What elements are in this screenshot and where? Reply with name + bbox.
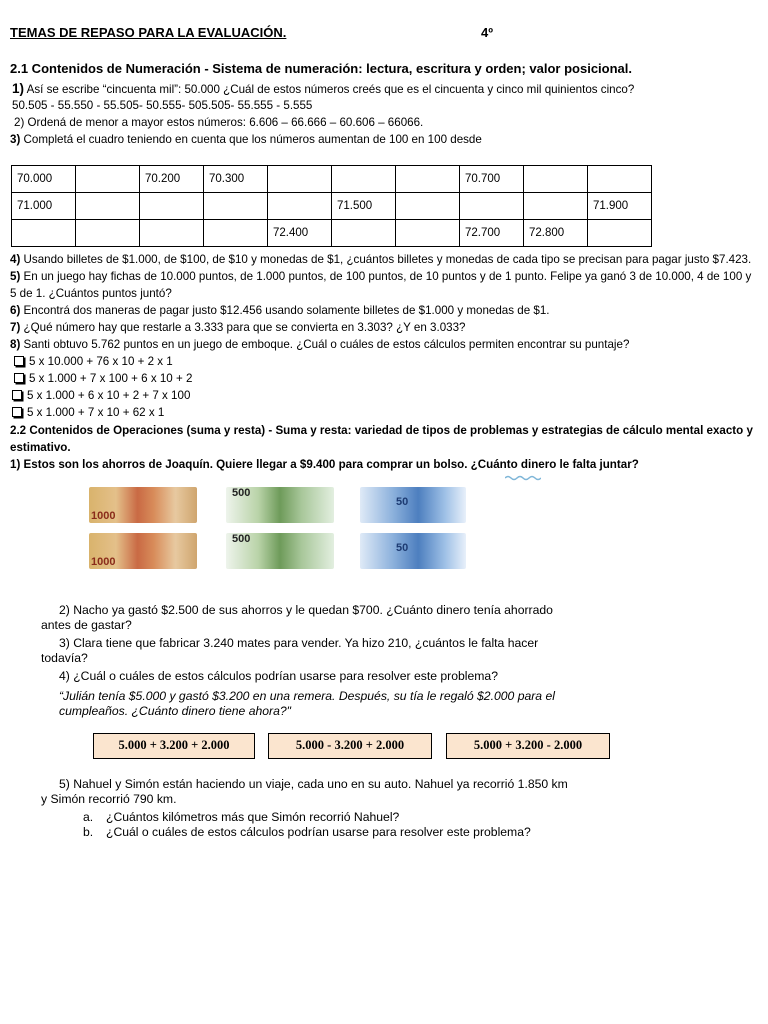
calculation-option-box[interactable]: 5.000 - 3.200 + 2.000 bbox=[268, 733, 432, 759]
question-4-text: Usando billetes de $1.000, de $100, de $10 y monedas de $1, ¿cuántos billetes y monedas de cada tipo se precisan para pagar justo $7.423. bbox=[23, 253, 752, 266]
grade-label: 4º bbox=[481, 25, 493, 40]
problem-3-continued: todavía? bbox=[41, 651, 88, 665]
question-7-text: ¿Qué número hay que restarle a 3.333 para que se convierta en 3.303? ¿Y en 3.033? bbox=[23, 321, 466, 334]
operations-question-1: 1) Estos son los ahorros de Joaquín. Quiere llegar a $9.400 para comprar un bolso. ¿Cuánto dinero le falta juntar? bbox=[10, 458, 639, 471]
checkbox-icon[interactable] bbox=[12, 390, 22, 400]
table-cell[interactable] bbox=[460, 193, 524, 220]
question-3-text: Completá el cuadro teniendo en cuenta que los números aumentan de 100 en 100 desde bbox=[23, 133, 482, 146]
question-8-text: Santi obtuvo 5.762 puntos en un juego de emboque. ¿Cuál o cuáles de estos cálculos permiten encontrar su puntaje? bbox=[23, 338, 630, 351]
decorative-wave-icon bbox=[505, 474, 541, 480]
banknote-value: 500 bbox=[232, 487, 251, 499]
section-2-2-heading: 2.2 Contenidos de Operaciones (suma y resta) - Suma y resta: variedad de tipos de problemas y estrategias de cálculo mental exacto y bbox=[10, 424, 753, 437]
table-cell[interactable] bbox=[524, 166, 588, 193]
banknote-value: 1000 bbox=[91, 556, 116, 568]
option-item[interactable] bbox=[12, 406, 164, 419]
banknote-50-image bbox=[360, 533, 466, 569]
question-5-text: En un juego hay fichas de 10.000 puntos, de 1.000 puntos, de 100 puntos, de 10 puntos y de 1 punto. Felipe ya ganó 3 de 10.000, 4 de 100 y bbox=[23, 270, 752, 283]
table-cell[interactable]: 70.300 bbox=[204, 166, 268, 193]
table-cell[interactable] bbox=[268, 166, 332, 193]
table-cell[interactable]: 71.900 bbox=[588, 193, 652, 220]
question-5-continued: 5 de 1. ¿Cuántos puntos juntó? bbox=[10, 287, 172, 300]
problem-5-b: ¿Cuál o cuáles de estos cálculos podrían usarse para resolver este problema? bbox=[106, 825, 531, 839]
table-cell[interactable] bbox=[140, 193, 204, 220]
banknote-1000-image bbox=[89, 533, 197, 569]
table-row bbox=[12, 193, 652, 220]
table-cell[interactable]: 71.500 bbox=[332, 193, 396, 220]
option-item[interactable] bbox=[12, 389, 190, 402]
question-4 bbox=[10, 253, 751, 266]
table-cell[interactable] bbox=[204, 193, 268, 220]
table-cell[interactable] bbox=[76, 220, 140, 247]
checkbox-icon[interactable] bbox=[12, 407, 22, 417]
table-cell[interactable] bbox=[396, 193, 460, 220]
table-cell[interactable] bbox=[396, 220, 460, 247]
checkbox-icon[interactable] bbox=[14, 356, 24, 366]
table-cell[interactable] bbox=[524, 193, 588, 220]
question-1 bbox=[12, 81, 634, 96]
section-2-1-heading: 2.1 Contenidos de Numeración - Sistema de numeración: lectura, escritura y orden; valor posicional. bbox=[10, 61, 633, 76]
table-cell[interactable] bbox=[396, 166, 460, 193]
question-5-number: 5) bbox=[10, 270, 21, 283]
table-cell[interactable]: 72.700 bbox=[460, 220, 524, 247]
option-label: 5 x 1.000 + 7 x 100 + 6 x 10 + 2 bbox=[29, 372, 193, 385]
problem-2-continued: antes de gastar? bbox=[41, 618, 132, 632]
table-cell[interactable]: 70.000 bbox=[12, 166, 76, 193]
table-cell[interactable] bbox=[140, 220, 204, 247]
section-2-2-heading-continued: estimativo. bbox=[10, 441, 71, 454]
option-item[interactable] bbox=[14, 372, 192, 385]
question-5 bbox=[10, 270, 751, 283]
table-row bbox=[12, 220, 652, 247]
table-row bbox=[12, 166, 652, 193]
table-cell[interactable] bbox=[268, 193, 332, 220]
table-cell[interactable] bbox=[332, 220, 396, 247]
question-7 bbox=[10, 321, 465, 334]
problem-4: 4) ¿Cuál o cuáles de estos cálculos podrían usarse para resolver este problema? bbox=[59, 669, 498, 683]
problem-4-quote-continued: cumpleaños. ¿Cuánto dinero tiene ahora?" bbox=[59, 704, 291, 718]
question-2: 2) Ordená de menor a mayor estos números: 6.606 – 66.666 – 60.606 – 66066. bbox=[14, 116, 424, 129]
problem-5-a-label: a. bbox=[83, 810, 94, 824]
table-cell[interactable]: 72.400 bbox=[268, 220, 332, 247]
question-1-options: 50.505 - 55.550 - 55.505- 50.555- 505.505- 55.555 - 5.555 bbox=[12, 99, 313, 112]
question-7-number: 7) bbox=[10, 321, 21, 334]
problem-5-continued: y Simón recorrió 790 km. bbox=[41, 792, 177, 806]
table-cell[interactable] bbox=[588, 220, 652, 247]
problem-5-a: ¿Cuántos kilómetros más que Simón recorrió Nahuel? bbox=[106, 810, 400, 824]
question-4-number: 4) bbox=[10, 253, 21, 266]
question-1-text: Así se escribe “cincuenta mil”: 50.000 ¿Cuál de estos números creés que es el cincuenta y cinco mil quinientos cinco? bbox=[26, 83, 635, 96]
table-cell[interactable] bbox=[12, 220, 76, 247]
problem-5: 5) Nahuel y Simón están haciendo un viaje, cada uno en su auto. Nahuel ya recorrió 1.850 km bbox=[59, 777, 568, 791]
calculation-option-box[interactable]: 5.000 + 3.200 + 2.000 bbox=[93, 733, 255, 759]
banknote-value: 1000 bbox=[91, 510, 116, 522]
banknote-1000-image bbox=[89, 487, 197, 523]
table-cell[interactable]: 70.700 bbox=[460, 166, 524, 193]
banknote-50-image bbox=[360, 487, 466, 523]
question-3 bbox=[10, 133, 482, 146]
banknote-500-image bbox=[226, 533, 334, 569]
question-6 bbox=[10, 304, 550, 317]
banknote-500-image bbox=[226, 487, 334, 523]
calculation-option-box[interactable]: 5.000 + 3.200 - 2.000 bbox=[446, 733, 610, 759]
checkbox-icon[interactable] bbox=[14, 373, 24, 383]
problem-2: 2) Nacho ya gastó $2.500 de sus ahorros y le quedan $700. ¿Cuánto dinero tenía ahorrado bbox=[59, 603, 553, 617]
table-cell[interactable] bbox=[204, 220, 268, 247]
table-cell[interactable]: 71.000 bbox=[12, 193, 76, 220]
question-1-number: 1) bbox=[12, 81, 25, 96]
problem-4-quote: “Julián tenía $5.000 y gastó $3.200 en una remera. Después, su tía le regaló $2.000 para el bbox=[59, 689, 555, 703]
question-6-number: 6) bbox=[10, 304, 21, 317]
question-8-number: 8) bbox=[10, 338, 21, 351]
banknote-value: 500 bbox=[232, 533, 251, 545]
question-8 bbox=[10, 338, 629, 351]
problem-5-b-label: b. bbox=[83, 825, 94, 839]
table-cell[interactable] bbox=[76, 166, 140, 193]
table-cell[interactable] bbox=[588, 166, 652, 193]
numbers-table bbox=[11, 165, 652, 247]
option-label: 5 x 1.000 + 6 x 10 + 2 + 7 x 100 bbox=[27, 389, 191, 402]
banknote-value: 50 bbox=[396, 542, 409, 554]
table-cell[interactable] bbox=[332, 166, 396, 193]
option-item[interactable] bbox=[14, 355, 173, 368]
problem-3: 3) Clara tiene que fabricar 3.240 mates para vender. Ya hizo 210, ¿cuántos le falta hacer bbox=[59, 636, 539, 650]
table-cell[interactable]: 70.200 bbox=[140, 166, 204, 193]
page-title: TEMAS DE REPASO PARA LA EVALUACIÓN. bbox=[10, 25, 287, 40]
option-label: 5 x 10.000 + 76 x 10 + 2 x 1 bbox=[29, 355, 173, 368]
banknote-value: 50 bbox=[396, 496, 409, 508]
question-3-number: 3) bbox=[10, 133, 21, 146]
option-label: 5 x 1.000 + 7 x 10 + 62 x 1 bbox=[27, 406, 165, 419]
table-cell[interactable]: 72.800 bbox=[524, 220, 588, 247]
question-6-text: Encontrá dos maneras de pagar justo $12.456 usando solamente billetes de $1.000 y monedas de $1. bbox=[23, 304, 550, 317]
table-cell[interactable] bbox=[76, 193, 140, 220]
